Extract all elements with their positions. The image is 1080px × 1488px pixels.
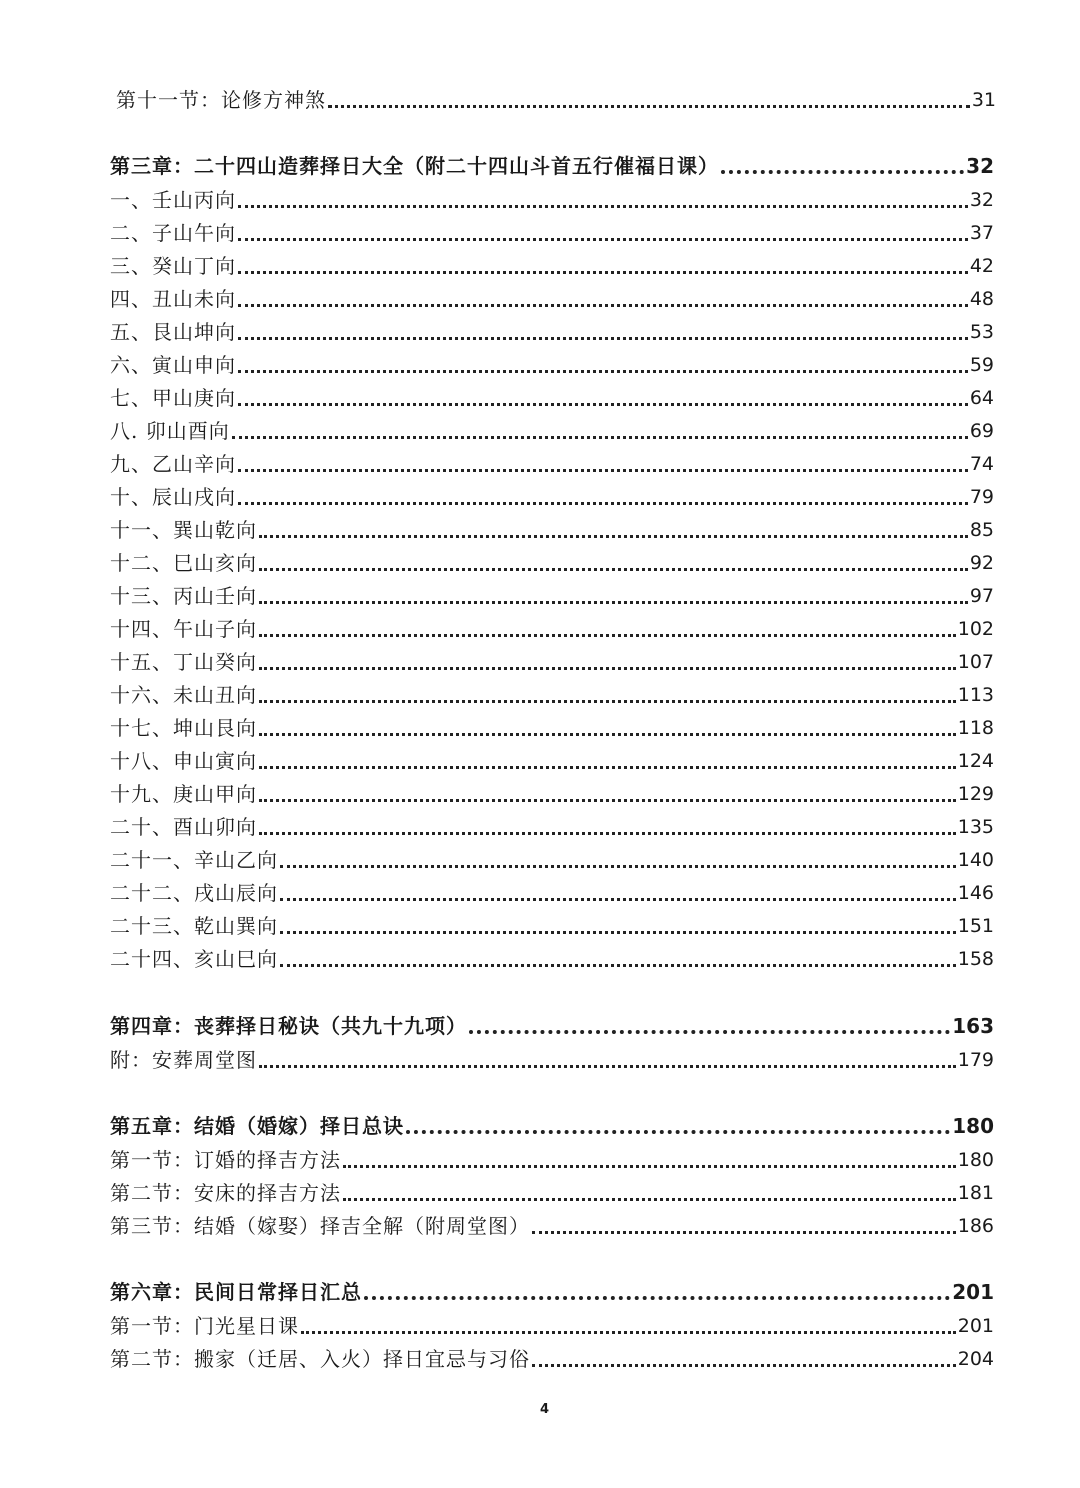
toc-entry-title: 七、甲山庚向 [110,386,236,410]
toc-section-entry [110,1206,994,1238]
toc-section-entry [110,378,994,410]
toc-leader-dots [532,1364,956,1367]
toc-entry-title: 一、壬山丙向 [110,188,236,212]
toc-entry-title: 第六章：民间日常择日汇总 [110,1280,362,1304]
toc-section-entry [110,312,994,344]
toc-section-entry [110,906,994,938]
toc-entry-page: 31 [971,89,996,111]
toc-leader-dots [280,865,956,868]
toc-entry-title: 二十、酉山卯向 [110,815,257,839]
toc-entry-page: 146 [957,882,994,904]
toc-entry-title: 二十四、亥山巳向 [110,947,278,971]
toc-leader-dots [280,964,956,967]
toc-entry-title: 三、癸山丁向 [110,254,236,278]
toc-leader-dots [532,1231,956,1234]
toc-entry-page: 181 [957,1182,994,1204]
toc-entry-page: 59 [969,354,994,376]
toc-entry-title: 十四、午山子向 [110,617,257,641]
toc-entry-page: 158 [957,948,994,970]
toc-leader-dots [238,469,968,472]
toc-entry-page: 97 [969,585,994,607]
toc-leader-dots [238,205,968,208]
toc-leader-dots [259,799,956,802]
toc-section-entry [110,444,994,476]
toc-section-entry [110,576,994,608]
toc-entry-title: 十六、未山丑向 [110,683,257,707]
toc-entry-title: 五、艮山坤向 [110,320,236,344]
toc-entry-title: 四、丑山未向 [110,287,236,311]
toc-section-entry [110,939,994,971]
toc-section-entry [110,840,994,872]
toc-section-entry [110,1040,994,1072]
toc-entry-page: 129 [957,783,994,805]
toc-entry-title: 十七、坤山艮向 [110,716,257,740]
toc-leader-dots [301,1331,956,1334]
toc-leader-dots [280,931,956,934]
toc-leader-dots [721,170,964,174]
toc-leader-dots [232,436,968,439]
toc-entry-page: 74 [969,453,994,475]
toc-section-entry [110,774,994,806]
toc-entry-title: 十、辰山戌向 [110,485,236,509]
toc-entry-title: 十九、庚山甲向 [110,782,257,806]
toc-leader-dots [259,535,968,538]
toc-leader-dots [343,1198,956,1201]
toc-leader-dots [280,898,956,901]
toc-entry-page: 118 [957,717,994,739]
toc-entry-page: 79 [969,486,994,508]
toc-leader-dots [343,1165,956,1168]
toc-entry-page: 180 [957,1149,994,1171]
toc-section-entry [110,213,994,245]
toc-entry-title: 第三节：结婚（嫁娶）择吉全解（附周堂图） [110,1214,530,1238]
toc-entry-title: 第一节：订婚的择吉方法 [110,1148,341,1172]
toc-entry-page: 201 [957,1315,994,1337]
toc-entry-page: 204 [957,1348,994,1370]
toc-entry-page: 140 [957,849,994,871]
toc-entry-page: 32 [966,154,994,178]
toc-entry-title: 九、乙山辛向 [110,452,236,476]
toc-entry-page: 186 [957,1215,994,1237]
toc-section-entry [110,1339,994,1371]
toc-entry-page: 53 [969,321,994,343]
toc-entry-title: 八. 卯山酉向 [110,419,230,443]
toc-entry-title: 第三章：二十四山造葬择日大全（附二十四山斗首五行催福日课） [110,154,719,178]
toc-entry-page: 32 [969,189,994,211]
toc-leader-dots [259,634,956,637]
page-number: 4 [540,1402,550,1417]
toc-section-entry [110,708,994,740]
toc-entry-page: 48 [969,288,994,310]
toc-section-entry [110,642,994,674]
toc-leader-dots [259,733,956,736]
toc-entry-title: 二十一、辛山乙向 [110,848,278,872]
toc-section-entry [110,741,994,773]
toc-section-entry [110,543,994,575]
toc-entry-title: 十五、丁山癸向 [110,650,257,674]
toc-entry-page: 135 [957,816,994,838]
toc-entry-title: 第一节：门光星日课 [110,1314,299,1338]
toc-entry-title: 二、子山午向 [110,221,236,245]
toc-section-entry [110,246,994,278]
toc-entry-title: 第四章：丧葬择日秘诀（共九十九项） [110,1014,467,1038]
toc-entry-title: 二十二、戌山辰向 [110,881,278,905]
toc-section-entry [110,411,994,443]
toc-entry-page: 107 [957,651,994,673]
toc-leader-dots [364,1296,950,1300]
toc-entry-title: 十八、申山寅向 [110,749,257,773]
toc-leader-dots [259,1065,956,1068]
toc-section-entry [110,477,994,509]
toc-leader-dots [238,370,968,373]
toc-section-entry [110,345,994,377]
toc-entry-title: 十三、丙山壬向 [110,584,257,608]
toc-section-entry [110,180,994,212]
toc-entry-title: 六、寅山申向 [110,353,236,377]
toc-leader-dots [238,271,968,274]
toc-leader-dots [238,238,968,241]
toc-section-entry [116,80,996,112]
toc-leader-dots [238,337,968,340]
toc-entry-title: 第二节：安床的择吉方法 [110,1181,341,1205]
toc-entry-page: 102 [957,618,994,640]
toc-section-entry [110,279,994,311]
toc-entry-page: 151 [957,915,994,937]
toc-leader-dots [238,304,968,307]
toc-entry-page: 201 [952,1280,994,1304]
toc-entry-title: 二十三、乾山巽向 [110,914,278,938]
toc-entry-page: 113 [957,684,994,706]
toc-entry-page: 92 [969,552,994,574]
toc-chapter-entry [110,1106,994,1138]
toc-entry-title: 十二、巳山亥向 [110,551,257,575]
toc-section-entry [110,1140,994,1172]
toc-section-entry [110,510,994,542]
toc-entry-page: 37 [969,222,994,244]
toc-leader-dots [469,1030,950,1034]
toc-section-entry [110,675,994,707]
toc-leader-dots [238,502,968,505]
toc-entry-title: 第十一节：论修方神煞 [116,88,326,112]
toc-entry-page: 180 [952,1114,994,1138]
toc-entry-page: 163 [952,1014,994,1038]
toc-entry-title: 十一、巽山乾向 [110,518,257,542]
toc-chapter-entry [110,1272,994,1304]
toc-leader-dots [259,667,956,670]
toc-leader-dots [259,700,956,703]
toc-leader-dots [259,766,956,769]
toc-leader-dots [406,1130,950,1134]
toc-entry-title: 第五章：结婚（婚嫁）择日总诀 [110,1114,404,1138]
toc-chapter-entry [110,1006,994,1038]
toc-section-entry [110,1173,994,1205]
toc-entry-title: 附：安葬周堂图 [110,1048,257,1072]
toc-chapter-entry [110,146,994,178]
toc-entry-page: 64 [969,387,994,409]
toc-section-entry [110,609,994,641]
toc-section-entry [110,807,994,839]
toc-leader-dots [328,105,970,108]
toc-entry-title: 第二节：搬家（迁居、入火）择日宜忌与习俗 [110,1347,530,1371]
toc-entry-page: 124 [957,750,994,772]
toc-entry-page: 179 [957,1049,994,1071]
toc-section-entry [110,873,994,905]
toc-leader-dots [259,601,968,604]
toc-entry-page: 69 [969,420,994,442]
toc-entry-page: 42 [969,255,994,277]
toc-section-entry [110,1306,994,1338]
toc-leader-dots [259,832,956,835]
toc-leader-dots [238,403,968,406]
toc-leader-dots [259,568,968,571]
toc-entry-page: 85 [969,519,994,541]
